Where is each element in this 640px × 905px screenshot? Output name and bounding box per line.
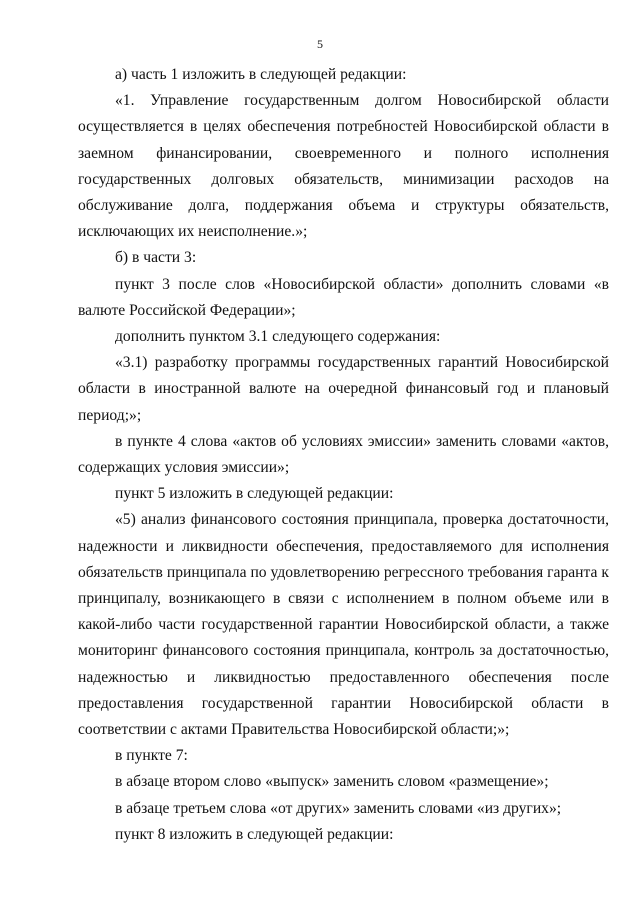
paragraph-item-5-intro: пункт 5 изложить в следующей редакции: (115, 485, 394, 503)
paragraph-item-8-intro: пункт 8 изложить в следующей редакции: (115, 825, 394, 843)
document-body (78, 62, 609, 848)
page-number: 5 (317, 37, 323, 51)
paragraph-item-7-second: в абзаце втором слово «выпуск» заменить словом «размещение»; (115, 773, 549, 791)
paragraph-add-item-3-1: дополнить пунктом 3.1 следующего содержания: (115, 328, 441, 346)
paragraph-item-3-amend: пункт 3 после слов «Новосибирской области» дополнить словами «в валюте Российской Федерации»; (78, 275, 609, 319)
paragraph-item-5-text: «5) анализ финансового состояния принципала, проверка достаточности, надежности и ликвидности обеспечения, предоставляемого для исполнения обязательств принципала по удовлетворению регрессного требования гаранта к принципалу, возникающего в связи с исполнением в полном объеме или в какой-либо части государственной гарантии Новосибирской области, а также мониторинг финансового состояния принципала, контроль за достаточностью, надежностью и ликвидностью предоставленного обеспечения после предоставления государственной гарантии Новосибирской области в соответствии с актами Правительства Новосибирской области;»; (78, 511, 609, 739)
paragraph-part-1-text: «1. Управление государственным долгом Новосибирской области осуществляется в целях обеспечения потребностей Новосибирской области в заемном финансировании, своевременного и полного исполнения государственных долговых обязательств, минимизации расходов на обслуживание долга, поддержания объема и структуры обязательств, исключающих их неисполнение.»; (78, 92, 609, 241)
paragraph-item-7-third: в абзаце третьем слова «от других» заменить словами «из других»; (115, 799, 562, 817)
paragraph-item-3-1-text: «3.1) разработку программы государственных гарантий Новосибирской области в иностранной валюте на очередной финансовый год и плановый период;»; (78, 354, 609, 424)
paragraph-item-7-intro: в пункте 7: (115, 747, 188, 765)
paragraph-item-4-amend: в пункте 4 слова «актов об условиях эмиссии» заменить словами «актов, содержащих условия эмиссии»; (78, 432, 609, 477)
paragraph-part-1-intro: а) часть 1 изложить в следующей редакции: (115, 66, 407, 83)
paragraph-part-3-intro: б) в части 3: (115, 249, 197, 267)
